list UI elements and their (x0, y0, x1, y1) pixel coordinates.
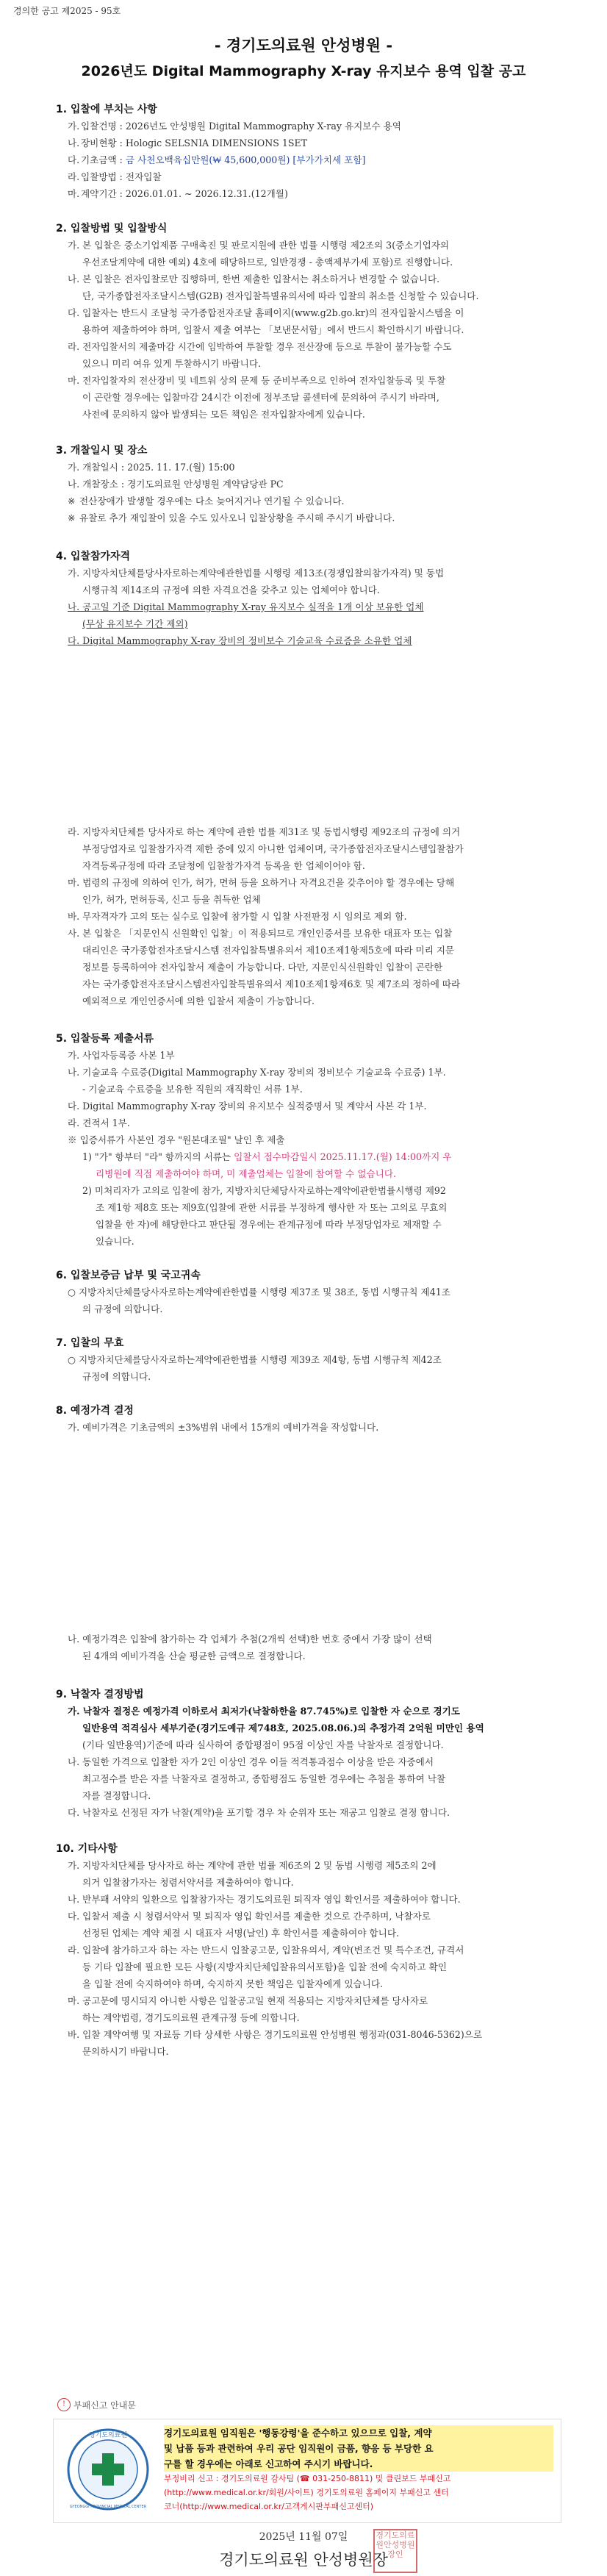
official-seal: 경기도의료원안성병원장인 (373, 2529, 417, 2573)
text-line: 일반용역 적격심사 세부기준(경기도예규 제748호, 2025.08.06.)의 추정가격 2억원 미만인 용역 (82, 1722, 484, 1734)
note-line: ※ 유찰로 추가 재입찰이 있을 수도 있사오니 입찰상황을 주시해 주시기 바랍니다. (68, 509, 575, 526)
page-title: - 경기도의료원 안성병원 - (214, 37, 393, 54)
text-line: (기타 일반용역)기준에 따라 실사하여 종합평점이 95점 이상인 자를 낙찰자로 결정합니다. (82, 1739, 444, 1750)
text-line: 자는 국가종합전자조달시스템전자입찰특별유의서 제10조제1항제6호 및 제7조의 정하에 따라 (82, 978, 461, 990)
text-line: 자를 결정합니다. (82, 1790, 151, 1801)
text-line: 우선조달계약에 대한 예외) 4호에 해당하므로, 일반경쟁 - 총액제부가세 포함)로 진행합니다. (82, 257, 453, 268)
text-line: 구를 할 경우에는 아래로 신고하여 주시기 바랍니다. (164, 2456, 553, 2472)
info-icon: ! (57, 2398, 71, 2411)
report-line: 부정비리 신고 : 경기도의료원 감사팀 (☎ 031-250-8811) 및 클린보드 부패신고 (164, 2474, 451, 2483)
text-line: 있으니 미리 여유 있게 투찰하시기 바랍니다. (82, 358, 261, 369)
issue-date: 2025년 11월 07일 (259, 2531, 348, 2543)
text-line: 의거 입찰참가자는 청렴서약서를 제출하여야 합니다. (82, 1877, 294, 1888)
svg-text:경기도의료원: 경기도의료원 (88, 2432, 128, 2439)
text-line: 나. 본 입찰은 전자입찰로만 집행하며, 한번 제출한 입찰서는 취소하거나 변경할 수 없습니다. (68, 273, 440, 285)
anti-corruption-notice (53, 2419, 561, 2523)
section-title: 7. 입찰의 무효 (56, 1337, 124, 1349)
text-line: 나. 개찰장소 : 경기도의료원 안성병원 계약담당관 PC (68, 479, 284, 490)
text-line: 문의하시기 바랍니다. (82, 2046, 169, 2057)
text-line: 의 규정에 의합니다. (82, 1303, 163, 1314)
text-line: 라. 전자입찰서의 제출마감 시간에 임박하여 투찰할 경우 전산장애 등으로 투찰이 불가능할 수도 (68, 341, 452, 352)
text-line: 라. 견적서 1부. (68, 1117, 130, 1128)
asterisk-icon: ※ (68, 512, 76, 523)
section-title: 5. 입찰등록 제출서류 (56, 1033, 154, 1045)
text-line: 단, 국가종합전자조달시스템(G2B) 전자입찰특별유의서에 따라 입찰의 취소를 신청할 수 있습니다. (82, 290, 479, 301)
text-line: 가. 개찰일시 : 2025. 11. 17.(월) 15:00 (68, 462, 235, 473)
text-line: 나. 동일한 가격으로 입찰한 자가 2인 이상인 경우 이들 적격통과점수 이상을 받은 자중에서 (68, 1756, 434, 1767)
text-line: 나. 공고일 기준 Digital Mammography X-ray 유지보수 실적을 1개 이상 보유한 업체 (68, 601, 424, 612)
text-line: 대리인은 국가종합전자조달시스템 전자입찰특별유의서 제10조제1항제5호에 따라 미리 지문 (82, 945, 455, 956)
text-line: 다. 입찰자는 반드시 조달청 국가종합전자조달 홈페이지(www.g2b.go.kr)의 전자입찰시스템을 이 (68, 307, 464, 318)
list-item: 다. 기초금액 : 금 사천오백육십만원(₩ 45,600,000원) [부가가치세 포함] (68, 154, 366, 165)
text-line: 나. 예정가격은 입찰에 참가하는 각 업체가 추첨(2개씩 선택)한 번호 중에서 가장 많이 선택 (68, 1634, 432, 1645)
text-line: (무상 유지보수 기간 제외) (82, 618, 188, 629)
section-title: 9. 낙찰자 결정방법 (56, 1689, 144, 1700)
notice-body (164, 2425, 553, 2514)
svg-text:GYEONGGI PROVINCIAL MEDICAL CE: GYEONGGI PROVINCIAL MEDICAL CENTER (69, 2505, 147, 2509)
text-line: 가. 예비가격은 기초금액의 ±3%범위 내에서 15개의 예비가격을 작성합니다. (68, 1422, 379, 1433)
text-line: 부정당업자로 입찰참가자격 제한 중에 있지 아니한 업체이며, 국가종합전자조달시스템입찰참가 (82, 843, 464, 854)
text-line: 인가, 허가, 면허등록, 신고 등을 취득한 업체 (82, 894, 261, 905)
text-line: 을 입찰 전에 숙지하여야 하며, 숙지하지 못한 책임은 입찰자에게 있습니다. (82, 1978, 384, 1989)
text-line: 입찰을 한 자)에 해당한다고 판단될 경우에는 관계규정에 따라 부정당업자로 제재할 수 (96, 1219, 442, 1230)
text-line: 가. 낙찰자 결정은 예정가격 이하로서 최저가(낙찰하한율 87.745%)로 입찰한 자 순으로 경기도 (68, 1706, 460, 1717)
report-link[interactable]: 코너(http://www.medical.or.kr/고객게시판부패신고센터) (164, 2502, 374, 2511)
text-line: 사전에 문의하지 않아 발생되는 모든 책임은 전자입찰자에게 있습니다. (82, 409, 365, 420)
text-line: 다. 입찰서 제출 시 청렴서약서 및 퇴직자 영입 확인서를 제출한 것으로 간주하며, 낙찰자로 (68, 1911, 431, 1922)
text-line: 가. 지방자치단체를당사자로하는계약에관한법률 시행령 제13조(경쟁입찰의참가자격) 및 동법 (68, 568, 445, 579)
notice-label: 부패신고 안내문 (73, 2400, 136, 2411)
list-item: 라. 입찰방법 : 전자입찰 (68, 171, 162, 182)
report-link[interactable]: (http://www.medical.or.kr/회원/사이트) 경기도의료원 홈페이지 부패신고 센터 (164, 2488, 449, 2497)
text-line: 있습니다. (96, 1236, 134, 1247)
text-line: 마. 공고문에 명시되지 아니한 사항은 입찰공고일 현재 적용되는 지방자치단체를 당사자로 (68, 1995, 428, 2006)
text-line: 정보를 등록하여야 전자입찰서 제출이 가능합니다. 다만, 지문인식신원확인 입찰이 곤란한 (82, 962, 443, 973)
text-line: 나. 반부패 서약의 일환으로 입찰참가자는 경기도의료원 퇴직자 영입 확인서를 제출하여야 합니다. (68, 1894, 461, 1905)
section-title: 2. 입찰방법 및 입찰방식 (56, 223, 168, 235)
text-line: 규정에 의합니다. (82, 1371, 151, 1382)
text-line: 조 제1항 제8호 또는 제9호(입찰에 관한 서류를 부정하게 행사한 자 또는 고의로 무효의 (96, 1202, 448, 1213)
section-title: 8. 예정가격 결정 (56, 1405, 134, 1417)
text-line: ※ 입증서류가 사본인 경우 "원본대조필" 날인 후 제출 (68, 1134, 285, 1145)
text-line: 최고점수를 받은 자를 낙찰자로 결정하고, 종합평점도 동일한 경우에는 추첨을 통하여 낙찰 (82, 1773, 446, 1784)
text-line: 마. 법령의 규정에 의하여 인가, 허가, 면허 등을 요하거나 자격요건을 갖추어야 할 경우에는 당해 (68, 877, 455, 888)
hospital-logo (64, 2427, 152, 2514)
text-line: ○ 지방자치단체를당사자로하는계약에관한법률 시행령 제39조 제4항, 동법 시행규칙 제42조 (68, 1354, 442, 1365)
text-line: 다. Digital Mammography X-ray 장비의 유지보수 실적증명서 및 계약서 사본 각 1부. (68, 1101, 427, 1112)
page-subtitle: 2026년도 Digital Mammography X-ray 유지보수 용역 입찰 공고 (81, 63, 526, 79)
list-item: 마. 계약기간 : 2026.01.01. ~ 2026.12.31.(12개월) (68, 188, 288, 199)
text-line: 마. 전자입찰자의 전산장비 및 네트워 상의 문제 등 준비부족으로 인하여 전자입찰등록 및 투찰 (68, 375, 446, 386)
text-line: 2) 미처리자가 고의로 입찰에 참가, 지방자치단체당사자로하는계약에관한법률시행령 제92 (82, 1185, 446, 1196)
text-line: 가. 지방자치단체를 당사자로 하는 계약에 관한 법률 제6조의 2 및 동법 시행령 제5조의 2에 (68, 1860, 437, 1871)
asterisk-icon: ※ (68, 495, 76, 507)
text-line: 등 기타 입찰에 필요한 모든 사항(지방자치단체입찰유의서포함)을 입찰 전에 숙지하고 확인 (82, 1961, 447, 1972)
section-title: 6. 입찰보증금 납부 및 국고귀속 (56, 1270, 201, 1281)
text-line: 1) "가" 항부터 "라" 항까지의 서류는 입찰서 접수마감일시 2025.11.17.(월) 14:00까지 우 (82, 1151, 452, 1162)
text-line: 된 4개의 예비가격을 산술 평균한 금액으로 결정합니다. (82, 1650, 306, 1661)
base-amount: 금 사천오백육십만원(₩ 45,600,000원) [부가가치세 포함] (125, 154, 366, 165)
text-line: 리병원에 직접 제출하여야 하며, 미 제출업체는 입찰에 참여할 수 없습니다. (96, 1168, 397, 1179)
section-title: 3. 개찰일시 및 장소 (56, 445, 148, 457)
section-title: 10. 기타사항 (56, 1843, 118, 1855)
text-line: 나. 기술교육 수료증(Digital Mammography X-ray 장비의 정비보수 기술교육 수료증) 1부. (68, 1067, 446, 1078)
text-line: 다. Digital Mammography X-ray 장비의 정비보수 기술교육 수료증을 소유한 업체 (68, 635, 412, 646)
text-line: 용하여 제출하여야 하며, 입찰서 제출 여부는 「보낸문서함」에서 반드시 확인하시기 바랍니다. (82, 324, 464, 335)
section-title: 4. 입찰참가자격 (56, 551, 131, 562)
text-line: 이 곤란할 경우에는 입찰마감 24시간 이전에 정부조달 콜센터에 문의하여 주시기 바라며, (82, 392, 439, 403)
section-title: 1. 입찰에 부치는 사항 (56, 104, 157, 115)
text-line: 바. 입찰 계약여행 및 자료등 기타 상세한 사항은 경기도의료원 안성병원 행정과(031-8046-5362)으로 (68, 2029, 483, 2040)
text-line: 및 납품 등과 관련하여 우리 공단 임직원이 금품, 향응 등 부당한 요 (164, 2441, 553, 2456)
text-line: 다. 낙찰자로 선정된 자가 낙찰(계약)을 포기할 경우 차 순위자 또는 재공고 입찰로 결정 합니다. (68, 1807, 450, 1818)
text-line: - 기술교육 수료증을 보유한 직원의 재직확인 서류 1부. (82, 1084, 303, 1095)
text-line: 시행규칙 제14조의 규정에 의한 자격요건을 갖추고 있는 업체여야 합니다. (82, 584, 380, 595)
text-line: 예외적으로 개인인증서에 의한 입찰서 제출이 가능합니다. (82, 995, 315, 1006)
text-line: 가. 본 입찰은 중소기업제품 구매촉진 및 판로지원에 관한 법률 시행령 제2조의 3(중소기업자의 (68, 240, 450, 251)
text-line: 자격등록규정에 따라 조달청에 입찰참가자격 등록을 한 업체이어야 함. (82, 860, 365, 871)
text-line: 경기도의료원 임직원은 '행동강령'을 준수하고 있으므로 입찰, 계약 (164, 2425, 553, 2441)
list-item: 나. 장비현황 : Hologic SELSNIA DIMENSIONS 1SET (68, 137, 308, 149)
notice-number: 경의한 공고 제2025 - 95호 (13, 6, 121, 16)
text-line: 바. 무자격자가 고의 또는 실수로 입찰에 참가할 시 입찰 사전판정 시 임의로 제외 함. (68, 911, 407, 922)
text-line: 라. 입찰에 참가하고자 하는 자는 반드시 입찰공고문, 입찰유의서, 계약(변조건 및 특수조건, 규격서 (68, 1944, 464, 1956)
text-line: ○ 지방자치단체를당사자로하는계약에관한법률 시행령 제37조 및 38조, 동법 시행규칙 제41조 (68, 1287, 450, 1298)
text-line: 라. 지방자치단체를 당사자로 하는 계약에 관한 법률 제31조 및 동법시행령 제92조의 규정에 의거 (68, 826, 461, 837)
issuer-name: 경기도의료원 안성병원장 (219, 2551, 388, 2569)
text-line: 사. 본 입찰은 「지문인식 신원확인 입찰」이 적용되므로 개인인증서를 보유한 대표자 또는 입찰 (68, 928, 453, 939)
note-line: ※ 전산장애가 발생할 경우에는 다소 늦어지거나 연기될 수 있습니다. (68, 493, 575, 509)
list-item: 가. 입찰건명 : 2026년도 안성병원 Digital Mammography X-ray 유지보수 용역 (68, 121, 401, 132)
text-line: 하는 계약법령, 경기도의료원 관계규정 등에 의합니다. (82, 2012, 300, 2023)
text-line: 선정된 업체는 계약 체결 시 대표자 서명(날인) 후 확인서를 제출하여야 합니다. (82, 1928, 399, 1939)
text-line: 가. 사업자등록증 사본 1부 (68, 1050, 175, 1061)
